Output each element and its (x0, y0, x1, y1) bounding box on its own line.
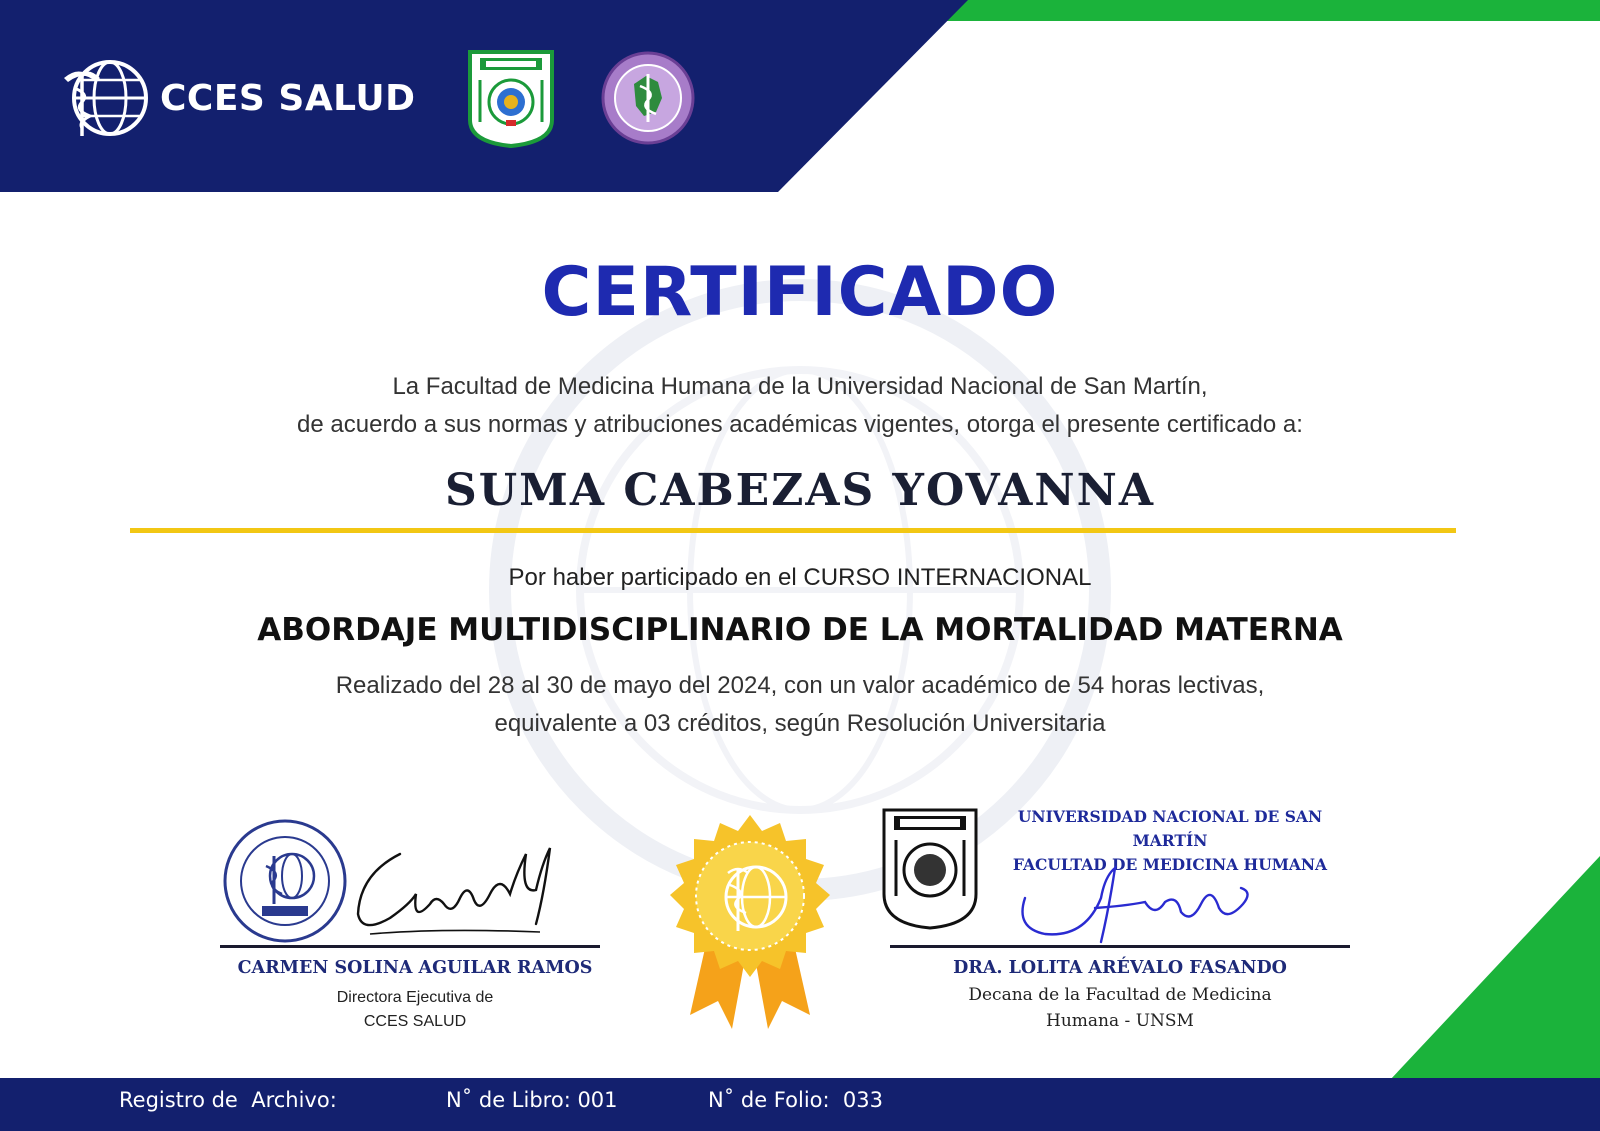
details-line-1: Realizado del 28 al 30 de mayo del 2024, con un valor académico de 54 horas lectivas, (335, 672, 1265, 699)
details-line-2: equivalente a 03 créditos, según Resolución Universitaria (494, 710, 1106, 737)
signature-right (1005, 858, 1265, 948)
footer-folio-number: N˚ de Folio: 033 (708, 1088, 884, 1112)
signature-line-left (220, 945, 600, 948)
cces-gerencia-stamp (222, 818, 348, 944)
signatory-right-role (880, 982, 1360, 1034)
gold-divider (130, 528, 1456, 533)
signatory-left-name: CARMEN SOLINA AGUILAR RAMOS (237, 958, 593, 978)
header-green-stripe (940, 0, 1600, 21)
intro-line-2: de acuerdo a sus normas y atribuciones académicas vigentes, otorga el presente certificado a: (297, 411, 1303, 438)
footer-registry: Registro de Archivo: (119, 1088, 337, 1112)
green-corner-accent (1390, 856, 1600, 1080)
caduceus-globe-icon (58, 52, 150, 144)
unsm-crest-stamp (880, 806, 980, 932)
signatory-left-role-line-1: Directora Ejecutiva de (336, 989, 494, 1006)
intro-text (0, 368, 1600, 444)
intro-line-1: La Facultad de Medicina Humana de la Universidad Nacional de San Martín, (392, 373, 1208, 400)
signatory-left-role (205, 986, 625, 1034)
faculty-medicine-seal-icon (600, 50, 696, 146)
gold-medal-icon (650, 815, 850, 1035)
participation-text: Por haber participado en el CURSO INTERNACIONAL (508, 564, 1092, 591)
university-name: UNIVERSIDAD NACIONAL DE SAN MARTÍN (1017, 807, 1323, 850)
brand-name: CCES SALUD (160, 77, 416, 119)
course-details (0, 667, 1600, 743)
signatory-right-name: DRA. LOLITA ARÉVALO FASANDO (953, 958, 1287, 978)
recipient-name: SUMA CABEZAS YOVANNA (445, 465, 1155, 516)
signatory-right-role-line-2: Humana - UNSM (1046, 1011, 1194, 1031)
certificate-title: CERTIFICADO (541, 253, 1059, 332)
brand-logo (58, 50, 415, 146)
footer-book-number: N˚ de Libro: 001 (446, 1088, 618, 1112)
signatory-right-role-line-1: Decana de la Facultad de Medicina (968, 985, 1272, 1005)
signature-left (340, 834, 560, 944)
signatory-left-role-line-2: CCES SALUD (363, 1013, 467, 1030)
faculty-name: FACULTAD DE MEDICINA HUMANA (1012, 855, 1328, 874)
signature-line-right (890, 945, 1350, 948)
course-title: ABORDAJE MULTIDISCIPLINARIO DE LA MORTALIDAD MATERNA (257, 612, 1343, 648)
unsm-crest-icon (466, 50, 556, 148)
